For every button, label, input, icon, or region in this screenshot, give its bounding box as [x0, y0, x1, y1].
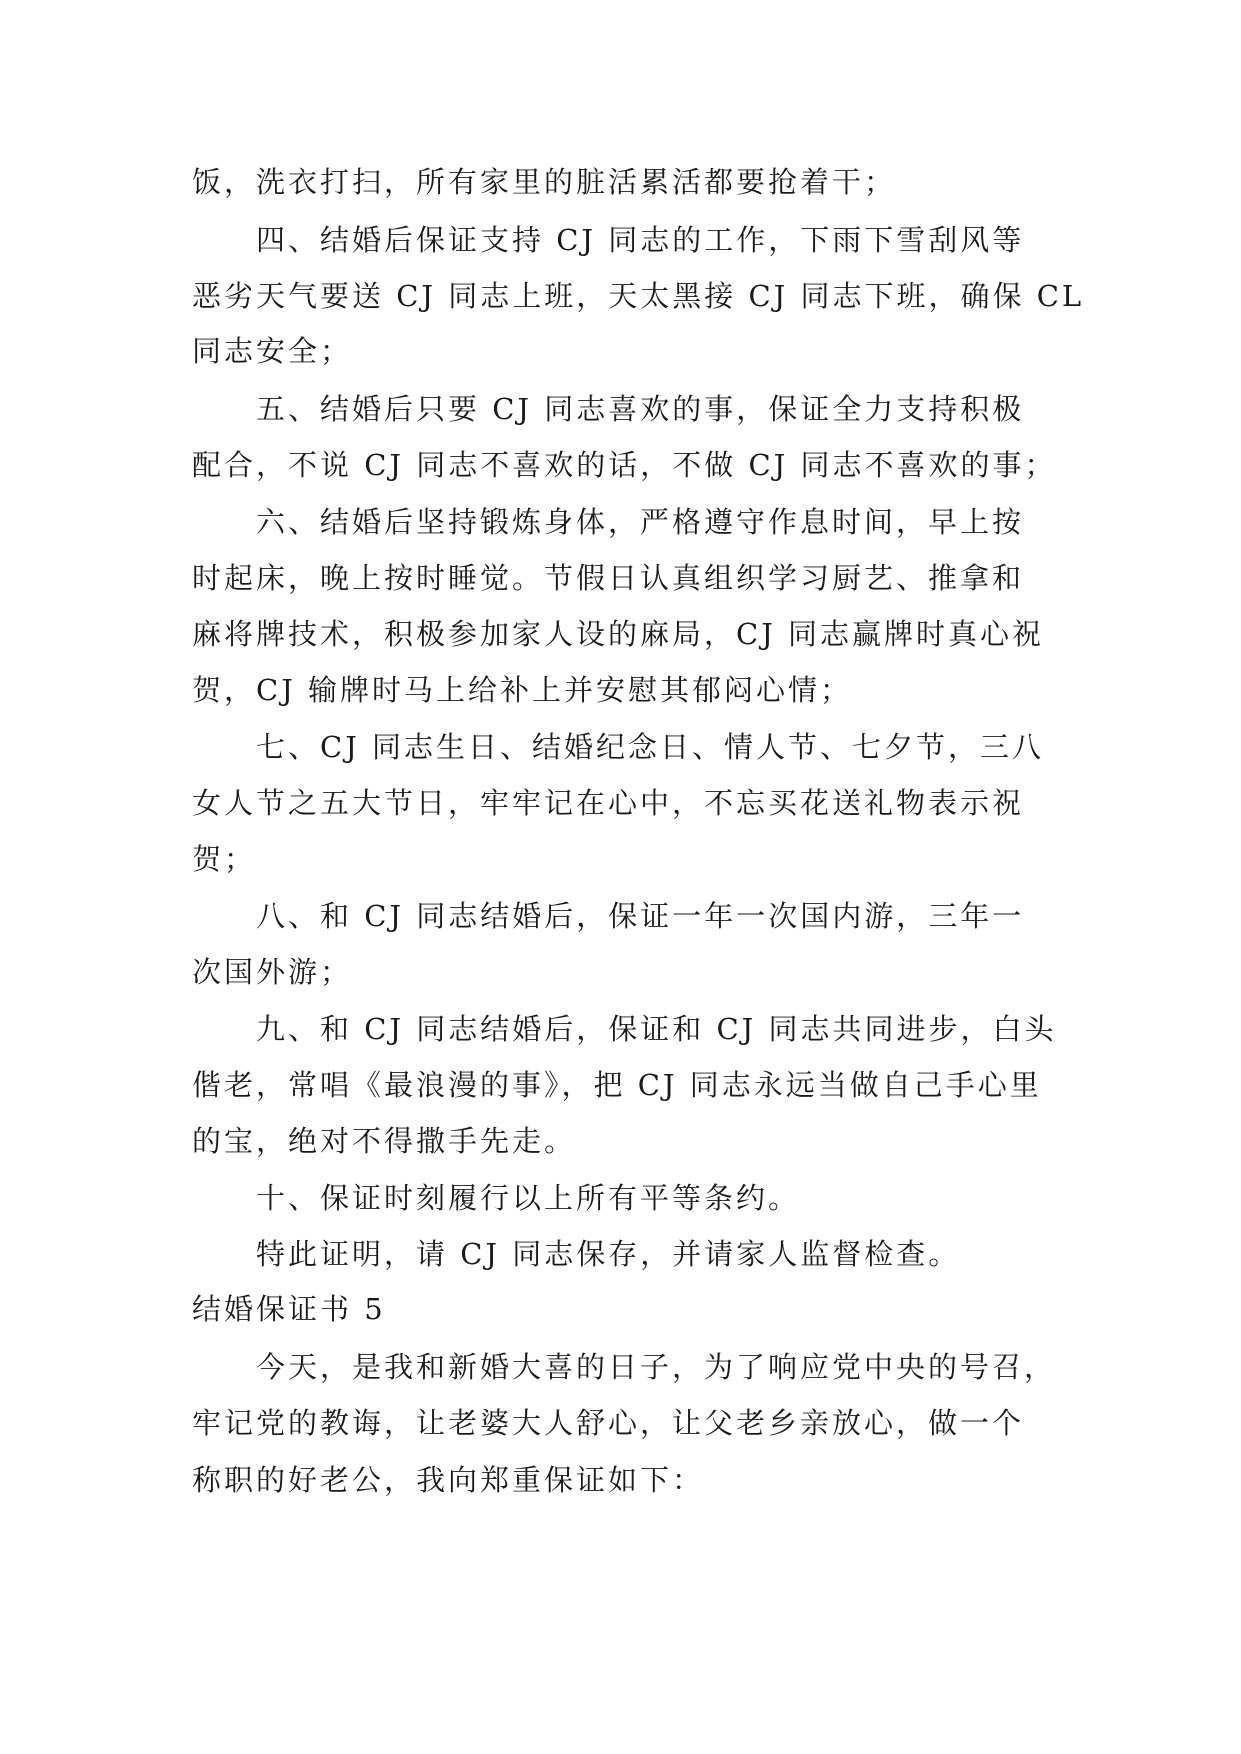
section-heading: 结婚保证书 5 [192, 1292, 386, 1326]
clause-6-line-1: 六、结婚后坚持锻炼身体，严格遵守作息时间，早上按 [256, 505, 1025, 539]
clause-9-line-3: 的宝，绝对不得撒手先走。 [192, 1124, 577, 1158]
clause-5-line-2: 配合，不说 CJ 同志不喜欢的话，不做 CJ 同志不喜欢的事； [192, 448, 1057, 482]
text-line: 饭，洗衣打扫，所有家里的脏活累活都要抢着干； [192, 165, 897, 199]
intro-line-3: 称职的好老公，我向郑重保证如下： [192, 1463, 705, 1497]
clause-5-line-1: 五、结婚后只要 CJ 同志喜欢的事，保证全力支持积极 [256, 392, 1025, 426]
clause-7-line-3: 贺； [192, 842, 257, 876]
clause-7-line-2: 女人节之五大节日，牢牢记在心中，不忘买花送礼物表示祝 [192, 786, 1025, 820]
clause-7-line-1: 七、CJ 同志生日、结婚纪念日、情人节、七夕节，三八 [256, 730, 1045, 764]
closing-statement: 特此证明，请 CJ 同志保存，并请家人监督检查。 [256, 1237, 961, 1271]
clause-10-line: 十、保证时刻履行以上所有平等条约。 [256, 1181, 801, 1215]
clause-4-line-3: 同志安全； [192, 334, 353, 368]
clause-8-line-2: 次国外游； [192, 955, 353, 989]
clause-6-line-2: 时起床，晚上按时睡觉。节假日认真组织学习厨艺、推拿和 [192, 561, 1025, 595]
clause-8-line-1: 八、和 CJ 同志结婚后，保证一年一次国内游，三年一 [256, 899, 1025, 933]
clause-6-line-3: 麻将牌技术，积极参加家人设的麻局，CJ 同志赢牌时真心祝 [192, 617, 1045, 651]
clause-4-line-2: 恶劣天气要送 CJ 同志上班，天太黑接 CJ 同志下班，确保 CL [192, 279, 1085, 313]
clause-4-line-1: 四、结婚后保证支持 CJ 同志的工作，下雨下雪刮风等 [256, 223, 1025, 257]
intro-line-1: 今天，是我和新婚大喜的日子，为了响应党中央的号召， [256, 1350, 1057, 1384]
intro-line-2: 牢记党的教诲，让老婆大人舒心，让父老乡亲放心，做一个 [192, 1406, 1025, 1440]
clause-9-line-2: 偕老，常唱《最浪漫的事》，把 CJ 同志永远当做自己手心里 [192, 1068, 1042, 1102]
clause-9-line-1: 九、和 CJ 同志结婚后，保证和 CJ 同志共同进步，白头 [256, 1012, 1057, 1046]
clause-6-line-4: 贺，CJ 输牌时马上给补上并安慰其郁闷心情； [192, 673, 853, 707]
